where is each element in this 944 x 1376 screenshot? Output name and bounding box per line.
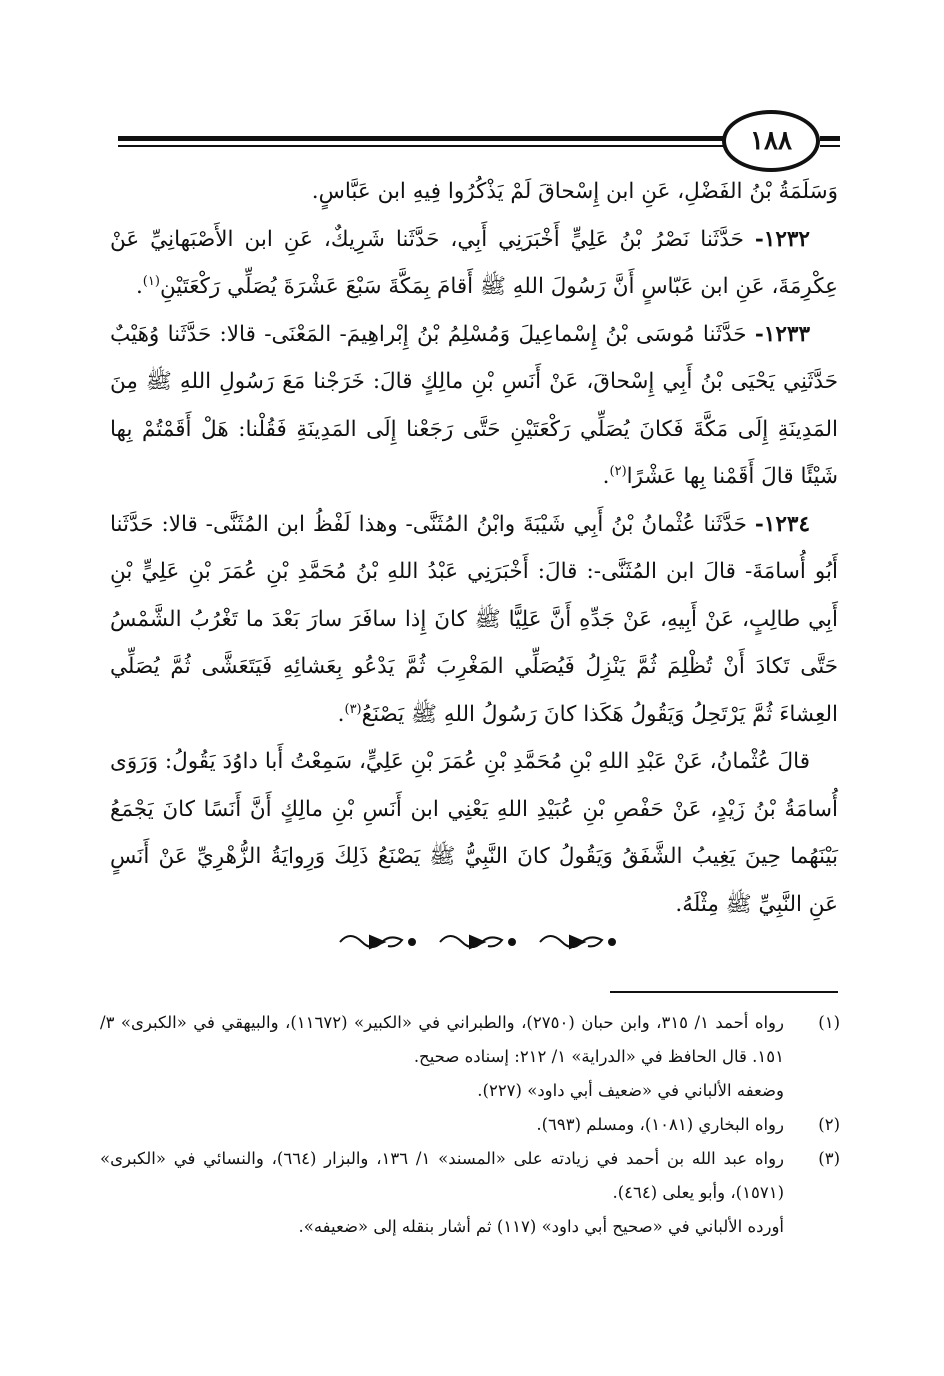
hadith-paragraph: ١٢٣٤- حَدَّثَنا عُثْمانُ بْنُ أَبِي شَيْبَةَ وابْنُ المُثَنَّى- وهذا لَفْظُ ابن المُثَنَّى- قالا: حَدَّثَنا أَبُو أُسامَةَ- قالَ ابن المُثَنَّى-: قالَ: أَخْبَرَنِي عَبْدُ اللهِ بْنُ مُحَمَّدِ بْنِ عُمَرَ بْنِ عَلِيٍّ بْنِ أَبِي طالِبٍ، عَنْ أَبِيهِ، عَنْ جَدِّهِ أَنَّ عَلِيًّا ﷺ كانَ إِذا سافَرَ سارَ بَعْدَ ما تَغْرُبُ الشَّمْسُ حَتَّى تَكادَ أَنْ تُظْلِمَ ثُمَّ يَنْزِلُ فَيُصَلِّي المَغْرِبَ ثُمَّ يَدْعُو بِعَشائِهِ فَيَتَعَشَّى ثُمَّ يُصَلِّي العِشاءَ ثُمَّ يَرْتَحِلُ وَيَقُولُ هَكَذا كانَ رَسُولُ اللهِ ﷺ يَصْنَعُ$^{(٣)}$. — [110, 511, 838, 727]
paragraph-text: قالَ عُثْمانُ، عَنْ عَبْدِ اللهِ بْنِ مُحَمَّدِ بْنِ عُمَرَ بْنِ عَلِيٍّ، سَمِعْتُ أَبا داوُدَ يَقُولُ: وَرَوَى أُسامَةُ بْنُ زَيْدٍ، عَنْ حَفْصِ بْنِ عُبَيْدِ اللهِ يَعْنِي ابن أَنَسِ بْنِ مالِكٍ أَنَّ أَنَسًا كانَ يَجْمَعُ بَيْنَهُما حِينَ يَغِيبُ الشَّفَقُ وَيَقُولُ كانَ النَّبِيُّ ﷺ يَصْنَعُ ذَلِكَ وَرِوايَةُ الزُّهْرِيِّ عَنْ أَنَسٍ عَنِ النَّبِيِّ ﷺ مِثْلَهُ. — [110, 749, 838, 917]
footnote-body — [100, 1142, 784, 1244]
footnote — [100, 1108, 840, 1142]
footnote-marker[interactable]: (٢) — [609, 463, 627, 479]
footnote-body — [100, 1108, 784, 1142]
paragraph — [110, 168, 838, 216]
hadith-paragraph: ١٢٣٣- حَدَّثَنا مُوسَى بْنُ إِسْماعِيلَ وَمُسْلِمُ بْنُ إِبْراهِيمَ- المَعْنَى- قالا: حَدَّثَنا وُهَيْبٌ حَدَّثَنِي يَحْيَى بْنُ أَبِي إِسْحاقَ، عَنْ أَنَسِ بْنِ مالِكٍ قالَ: خَرَجْنا مَعَ رَسُولِ اللهِ ﷺ مِنَ المَدِينَةِ إِلَى مَكَّةَ فَكانَ يُصَلِّي رَكْعَتَيْنِ حَتَّى رَجَعْنا إِلَى المَدِينَةِ فَقُلْنا: هَلْ أَقَمْتُمْ بِها شَيْئًا قالَ أَقَمْنا بِها عَشْرًا$^{(٢)}$. — [110, 321, 838, 489]
footnotes — [100, 1006, 840, 1244]
page-header — [0, 0, 944, 170]
hadith-paragraph: ١٢٣٢- حَدَّثَنا نَصْرُ بْنُ عَلِيٍّ أَخْبَرَنِي أَبِي، حَدَّثَنا شَرِيكٌ، عَنِ ابن الأَصْبَهانِيِّ عَنْ عِكْرِمَةَ، عَنِ ابن عَبّاسٍ أَنَّ رَسُولَ اللهِ ﷺ أَقامَ بِمَكَّةَ سَبْعَ عَشْرَةَ يُصَلِّي رَكْعَتَيْنِ$^{(١)}$. — [110, 226, 838, 299]
footnote — [100, 1006, 840, 1108]
paragraph-text: حَدَّثَنا عُثْمانُ بْنُ أَبِي شَيْبَةَ وابْنُ المُثَنَّى- وهذا لَفْظُ ابن المُثَنَّى- قالا: حَدَّثَنا أَبُو أُسامَةَ- قالَ ابن المُثَنَّى-: قالَ: أَخْبَرَنِي عَبْدُ اللهِ بْنُ مُحَمَّدِ بْنِ عُمَرَ بْنِ عَلِيٍّ بْنِ أَبِي طالِبٍ، عَنْ أَبِيهِ، عَنْ جَدِّهِ أَنَّ عَلِيًّا ﷺ كانَ إِذا سافَرَ سارَ بَعْدَ ما تَغْرُبُ الشَّمْسُ حَتَّى تَكادَ أَنْ تُظْلِمَ ثُمَّ يَنْزِلُ فَيُصَلِّي المَغْرِبَ ثُمَّ يَدْعُو بِعَشائِهِ فَيَتَعَشَّى ثُمَّ يُصَلِّي العِشاءَ ثُمَّ يَرْتَحِلُ وَيَقُولُ هَكَذا كانَ رَسُولُ اللهِ ﷺ يَصْنَعُ — [110, 511, 838, 727]
header-rule — [820, 145, 840, 147]
footnote-line: رواه عبد الله بن أحمد في زيادته على «المسند» ١/ ١٣٦، والبزار (٦٦٤)، والنسائي في «الكبرى» (١٥٧١)، وأبو يعلى (٤٦٤). — [100, 1149, 785, 1202]
paragraph-text: حَدَّثَنا نَصْرُ بْنُ عَلِيٍّ أَخْبَرَنِي أَبِي، حَدَّثَنا شَرِيكٌ، عَنِ ابن الأَصْبَهانِيِّ عَنْ عِكْرِمَةَ، عَنِ ابن عَبّاسٍ أَنَّ رَسُولَ اللهِ ﷺ أَقامَ بِمَكَّةَ سَبْعَ عَشْرَةَ يُصَلِّي رَكْعَتَيْنِ — [110, 226, 838, 299]
header-rule — [820, 136, 840, 141]
footnote-label: (٢) — [818, 1115, 840, 1134]
page-number: ١٨٨ — [722, 110, 820, 172]
ornament-icon — [540, 936, 615, 948]
footnote — [100, 1142, 840, 1244]
footnote-marker[interactable]: (١) — [142, 273, 160, 289]
ornament-icon — [340, 936, 415, 948]
footnote-separator — [610, 991, 838, 993]
footnote-line: رواه البخاري (١٠٨١)، ومسلم (٦٩٣). — [536, 1115, 784, 1134]
footnote-line: وضعفه الألباني في «ضعيف أبي داود» (٢٢٧). — [477, 1081, 784, 1100]
paragraph-text: وَسَلَمَةُ بْنُ الفَضْلِ، عَنِ ابن إِسْحاقَ لَمْ يَذْكُرُوا فِيهِ ابن عَبَّاسٍ. — [311, 179, 838, 204]
footnote-line: رواه أحمد ١/ ٣١٥، وابن حبان (٢٧٥٠)، والطبراني في «الكبير» (١١٦٧٢)، والبيهقي في «الكبرى» ٣/ ١٥١. قال الحافظ في «الدراية» ١/ ٢١٢: إسناده صحيح. — [100, 1013, 784, 1066]
footnote-marker[interactable]: (٣) — [344, 701, 362, 717]
footnote-line: أورده الألباني في «صحيح أبي داود» (١١٧) ثم أشار بنقله إلى «ضعيفه». — [298, 1217, 784, 1236]
hadith-number: ١٢٣٤- — [754, 511, 810, 537]
footnote-label: (٣) — [818, 1149, 840, 1168]
footnote-label: (١) — [818, 1013, 840, 1032]
hadith-number: ١٢٣٣- — [754, 321, 810, 347]
header-rule — [118, 145, 724, 147]
footnote-body — [100, 1006, 784, 1108]
ornament-divider — [330, 922, 630, 962]
header-rule — [118, 136, 724, 141]
ornament-icon — [440, 936, 515, 948]
paragraph — [110, 738, 838, 928]
main-text — [110, 168, 838, 928]
hadith-number: ١٢٣٢- — [754, 226, 810, 252]
paragraph-text: حَدَّثَنا مُوسَى بْنُ إِسْماعِيلَ وَمُسْلِمُ بْنُ إِبْراهِيمَ- المَعْنَى- قالا: حَدَّثَنا وُهَيْبٌ حَدَّثَنِي يَحْيَى بْنُ أَبِي إِسْحاقَ، عَنْ أَنَسِ بْنِ مالِكٍ قالَ: خَرَجْنا مَعَ رَسُولِ اللهِ ﷺ مِنَ المَدِينَةِ إِلَى مَكَّةَ فَكانَ يُصَلِّي رَكْعَتَيْنِ حَتَّى رَجَعْنا إِلَى المَدِينَةِ فَقُلْنا: هَلْ أَقَمْتُمْ بِها شَيْئًا قالَ أَقَمْنا بِها عَشْرًا — [110, 321, 838, 489]
